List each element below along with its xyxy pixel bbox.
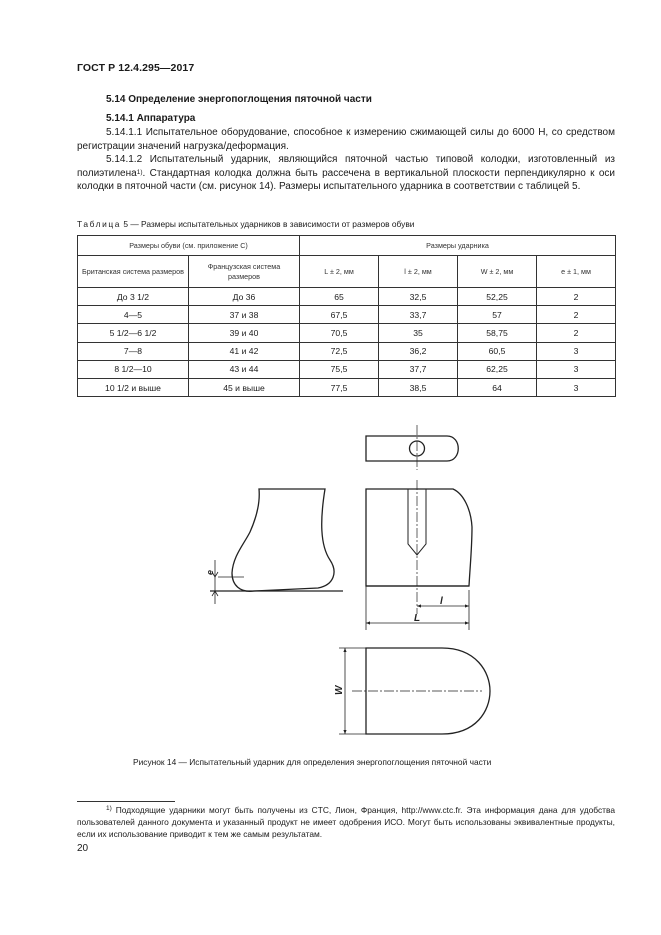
cell-british: 7—8	[78, 342, 189, 360]
cell-l: 38,5	[379, 378, 458, 396]
cell-l: 33,7	[379, 306, 458, 324]
header-french: Французская система размеров	[189, 256, 300, 288]
cell-british: 10 1/2 и выше	[78, 378, 189, 396]
header-L: L ± 2, мм	[300, 256, 379, 288]
header-e: e ± 1, мм	[537, 256, 616, 288]
cell-L: 75,5	[300, 360, 379, 378]
cell-french: 43 и 44	[189, 360, 300, 378]
cell-french: 37 и 38	[189, 306, 300, 324]
cell-french: До 36	[189, 288, 300, 306]
cell-W: 60,5	[458, 342, 537, 360]
cell-l: 37,7	[379, 360, 458, 378]
cell-british: 8 1/2—10	[78, 360, 189, 378]
cell-L: 65	[300, 288, 379, 306]
cell-french: 45 и выше	[189, 378, 300, 396]
cell-W: 62,25	[458, 360, 537, 378]
cell-french: 39 и 40	[189, 324, 300, 342]
cell-e: 2	[537, 306, 616, 324]
striker-side-view	[210, 489, 343, 604]
cell-L: 70,5	[300, 324, 379, 342]
cell-l: 32,5	[379, 288, 458, 306]
header-W: W ± 2, мм	[458, 256, 537, 288]
subsection-title: 5.14.1 Аппаратура	[106, 113, 196, 124]
table-caption: Таблица 5 — Размеры испытательных ударников в зависимости от размеров обуви	[77, 219, 415, 229]
dim-label-L: L	[414, 613, 421, 624]
cell-L: 67,5	[300, 306, 379, 324]
cell-british: 5 1/2—6 1/2	[78, 324, 189, 342]
cell-W: 58,75	[458, 324, 537, 342]
figure-caption: Рисунок 14 — Испытательный ударник для определения энергопоглощения пяточной части	[133, 757, 492, 767]
header-british: Британская система размеров	[78, 256, 189, 288]
cell-L: 77,5	[300, 378, 379, 396]
footnote: $^{1)}$ Подходящие ударники могут быть получены из CTC, Лион, Франция, http://www.ctc.fr. Эта информация дана для удобства пользователей данного документа и указанный продукт не имеет одобрения ИСО. Могут быть использованы эквивалентные продукты, если их использование приводит к тем же самым результатам.	[77, 805, 615, 839]
footnote-divider	[77, 801, 175, 802]
dim-label-l: l	[440, 596, 443, 607]
cell-british: До 3 1/2	[78, 288, 189, 306]
cell-e: 2	[537, 324, 616, 342]
striker-bottom-view	[339, 648, 490, 734]
footnote-marker: 1)	[106, 805, 112, 812]
cell-l: 36,2	[379, 342, 458, 360]
footnote-ref: 1)	[136, 168, 143, 176]
cell-french: 41 и 42	[189, 342, 300, 360]
cell-e: 2	[537, 288, 616, 306]
cell-W: 57	[458, 306, 537, 324]
cell-W: 52,25	[458, 288, 537, 306]
header-striker-sizes: Размеры ударника	[300, 236, 616, 256]
section-title: 5.14 Определение энергопоглощения пяточной части	[106, 94, 372, 105]
cell-british: 4—5	[78, 306, 189, 324]
cell-L: 72,5	[300, 342, 379, 360]
striker-front-view	[366, 480, 472, 630]
paragraph-5-14-1-2: 5.14.1.2 Испытательный ударник, являющийся пяточной частью типовой колодки, изготовленный из полиэтилена$^{1)}$. Стандартная колодка должна быть рассечена в вертикальной плоскости перпендикулярно к оси колодки в пяточной части (см. рисунок 14). Размеры испытательного ударника в соответствии с таблицей 5.	[77, 154, 615, 193]
dim-label-W: W	[334, 685, 345, 695]
document-header: ГОСТ Р 12.4.295—2017	[77, 62, 195, 74]
dim-label-e: e	[205, 569, 215, 575]
page-number: 20	[77, 843, 89, 854]
cell-e: 3	[537, 378, 616, 396]
paragraph-5-14-1-1: 5.14.1.1 Испытательное оборудование, способное к измерению сжимающей силы до 6000 Н, со средством регистрации значений нагрузка/деформация.	[77, 127, 615, 152]
cell-W: 64	[458, 378, 537, 396]
cell-e: 3	[537, 360, 616, 378]
striker-top-view	[366, 425, 458, 470]
header-l: l ± 2, мм	[379, 256, 458, 288]
cell-l: 35	[379, 324, 458, 342]
cell-e: 3	[537, 342, 616, 360]
header-shoe-sizes: Размеры обуви (см. приложение С)	[78, 236, 300, 256]
